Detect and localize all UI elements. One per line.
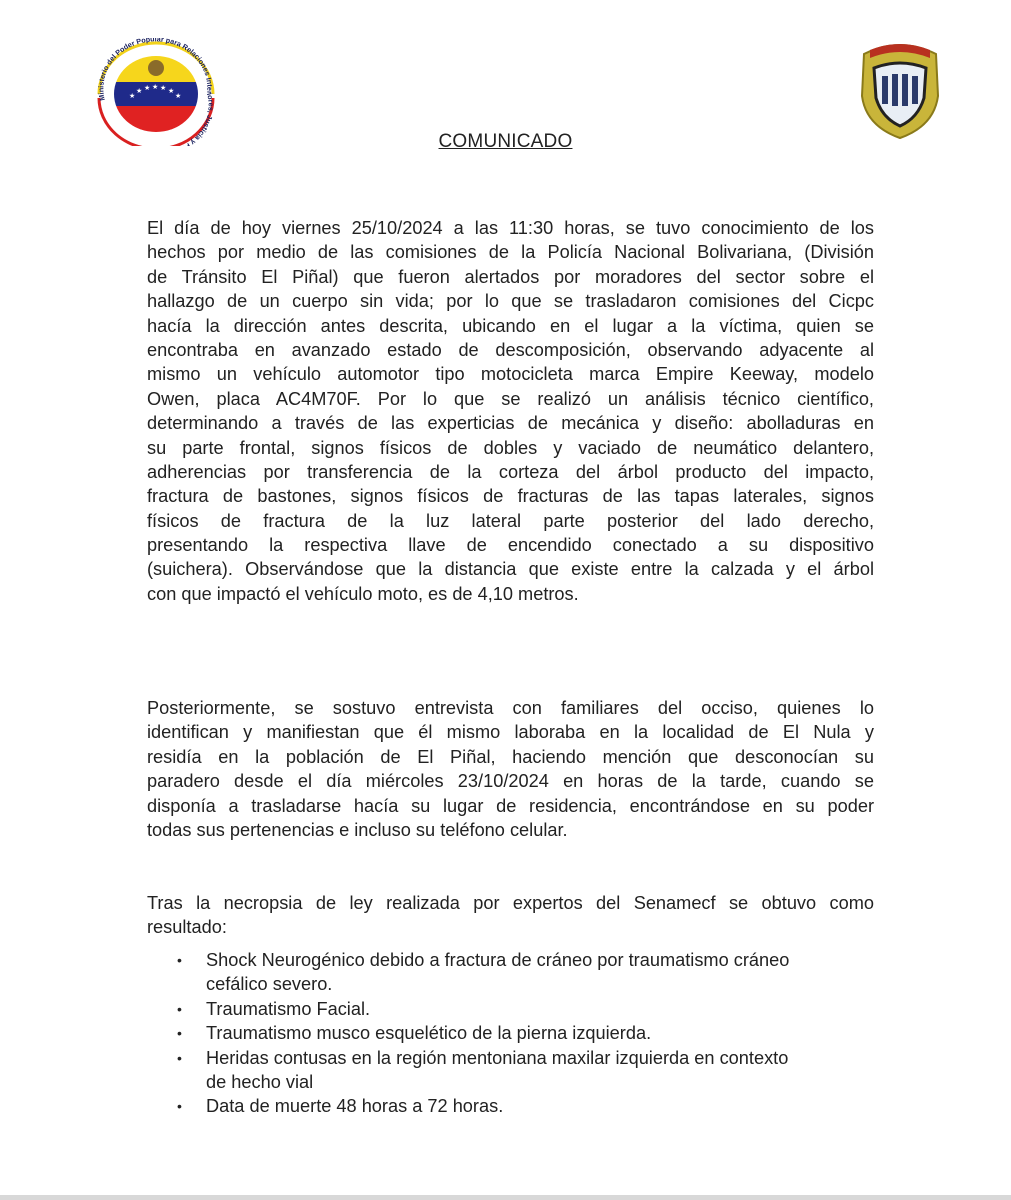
paragraph-line: (suichera). Observándose que la distancia que existe entre la calzada y el árbol bbox=[147, 559, 874, 580]
ministry-logo-text: Ministerio del Poder Popular para Relaciones Interiores, Justicia y bbox=[96, 38, 216, 146]
list-item-line: Shock Neurogénico debido a fractura de cráneo por traumatismo cráneo bbox=[206, 950, 790, 970]
ministry-logo bbox=[96, 38, 216, 146]
paragraph-line: físicos de fractura de la luz lateral parte posterior del lado derecho, bbox=[147, 510, 874, 531]
svg-text:★: ★ bbox=[175, 93, 182, 100]
paragraph-incident bbox=[147, 216, 874, 606]
paragraph-line: presentando la respectiva llave de encendido conectado a su dispositivo bbox=[147, 535, 874, 556]
list-item bbox=[147, 1021, 874, 1045]
list-item bbox=[147, 948, 874, 997]
paragraph-line: de Tránsito El Piñal) que fueron alertados por moradores del sector sobre el bbox=[147, 266, 874, 287]
paragraph-line: mismo un vehículo automotor tipo motocicleta marca Empire Keeway, modelo bbox=[147, 364, 874, 385]
page-bottom-edge bbox=[0, 1195, 1011, 1200]
paragraph-line: encontraba en avanzado estado de descomposición, observando adyacente al bbox=[147, 339, 874, 360]
paragraph-line: disponía a trasladarse hacía su lugar de residencia, encontrándose en su poder bbox=[147, 795, 874, 816]
paragraph-line: todas sus pertenencias e incluso su teléfono celular. bbox=[147, 819, 568, 840]
paragraph-line: hacía la dirección antes descrita, ubicando en el lugar a la víctima, quien se bbox=[147, 315, 874, 336]
paragraph-line: El día de hoy viernes 25/10/2024 a las 11:30 horas, se tuvo conocimiento de los bbox=[147, 218, 874, 238]
svg-text:★: ★ bbox=[152, 84, 159, 91]
paragraph-line: Posteriormente, se sostuvo entrevista con familiares del occiso, quienes lo bbox=[147, 698, 874, 718]
svg-text:★: ★ bbox=[160, 85, 167, 92]
bullet-icon: • bbox=[177, 1025, 182, 1042]
paragraph-line: hechos por medio de las comisiones de la Policía Nacional Bolivariana, (División bbox=[147, 242, 874, 263]
list-item-line: Heridas contusas en la región mentoniana maxilar izquierda en contexto bbox=[206, 1047, 789, 1068]
svg-text:★: ★ bbox=[129, 93, 136, 100]
paragraph-line: determinando a través de las experticias de mecánica y diseño: abolladuras en bbox=[147, 413, 874, 434]
list-item bbox=[147, 1094, 874, 1118]
list-item bbox=[147, 997, 874, 1021]
document-title: COMUNICADO bbox=[438, 131, 573, 152]
paragraph-line: su parte frontal, signos físicos de dobles y vaciado de neumático delantero, bbox=[147, 437, 874, 458]
bullet-icon: • bbox=[177, 1049, 182, 1066]
svg-text:★: ★ bbox=[144, 85, 151, 92]
bullet-icon: • bbox=[177, 952, 182, 968]
list-item-line: Traumatismo musco esquelético de la pierna izquierda. bbox=[206, 1023, 652, 1044]
paragraph-line: identifican y manifiestan que él mismo laboraba en la localidad de El Nula y bbox=[147, 722, 874, 743]
paragraph-line: paradero desde el día miércoles 23/10/2024 en horas de la tarde, cuando se bbox=[147, 771, 874, 792]
bullet-icon: • bbox=[177, 1000, 182, 1017]
list-item-line: de hecho vial bbox=[206, 1071, 314, 1092]
paragraph-line: Owen, placa AC4M70F. Por lo que se realizó un análisis técnico científico, bbox=[147, 388, 874, 409]
list-item bbox=[147, 1046, 874, 1095]
paragraph-line: Tras la necropsia de ley realizada por expertos del Senamecf se obtuvo como bbox=[147, 893, 874, 913]
paragraph-line: con que impactó el vehículo moto, es de 4,10 metros. bbox=[147, 583, 579, 604]
list-item-line: Traumatismo Facial. bbox=[206, 998, 371, 1019]
paragraph-interview bbox=[147, 696, 874, 842]
paragraph-line: fractura de bastones, signos físicos de fracturas de las tapas laterales, signos bbox=[147, 486, 874, 507]
paragraph-line: hallazgo de un cuerpo sin vida; por lo que se trasladaron comisiones del Cicpc bbox=[147, 291, 874, 312]
cicpc-logo bbox=[858, 36, 942, 140]
svg-text:★: ★ bbox=[168, 88, 175, 95]
bullet-icon: • bbox=[177, 1098, 182, 1115]
list-item-line: cefálico severo. bbox=[206, 974, 333, 995]
paragraph-necropsy bbox=[147, 891, 874, 940]
paragraph-line: residía en la población de El Piñal, haciendo mención que desconocían su bbox=[147, 746, 874, 767]
paragraph-line: adherencias por transferencia de la corteza del árbol producto del impacto, bbox=[147, 461, 874, 482]
paragraph-line: resultado: bbox=[147, 917, 227, 938]
list-item-line: Data de muerte 48 horas a 72 horas. bbox=[206, 1096, 504, 1117]
necropsy-results-list bbox=[147, 948, 874, 1119]
svg-text:★: ★ bbox=[136, 88, 143, 95]
